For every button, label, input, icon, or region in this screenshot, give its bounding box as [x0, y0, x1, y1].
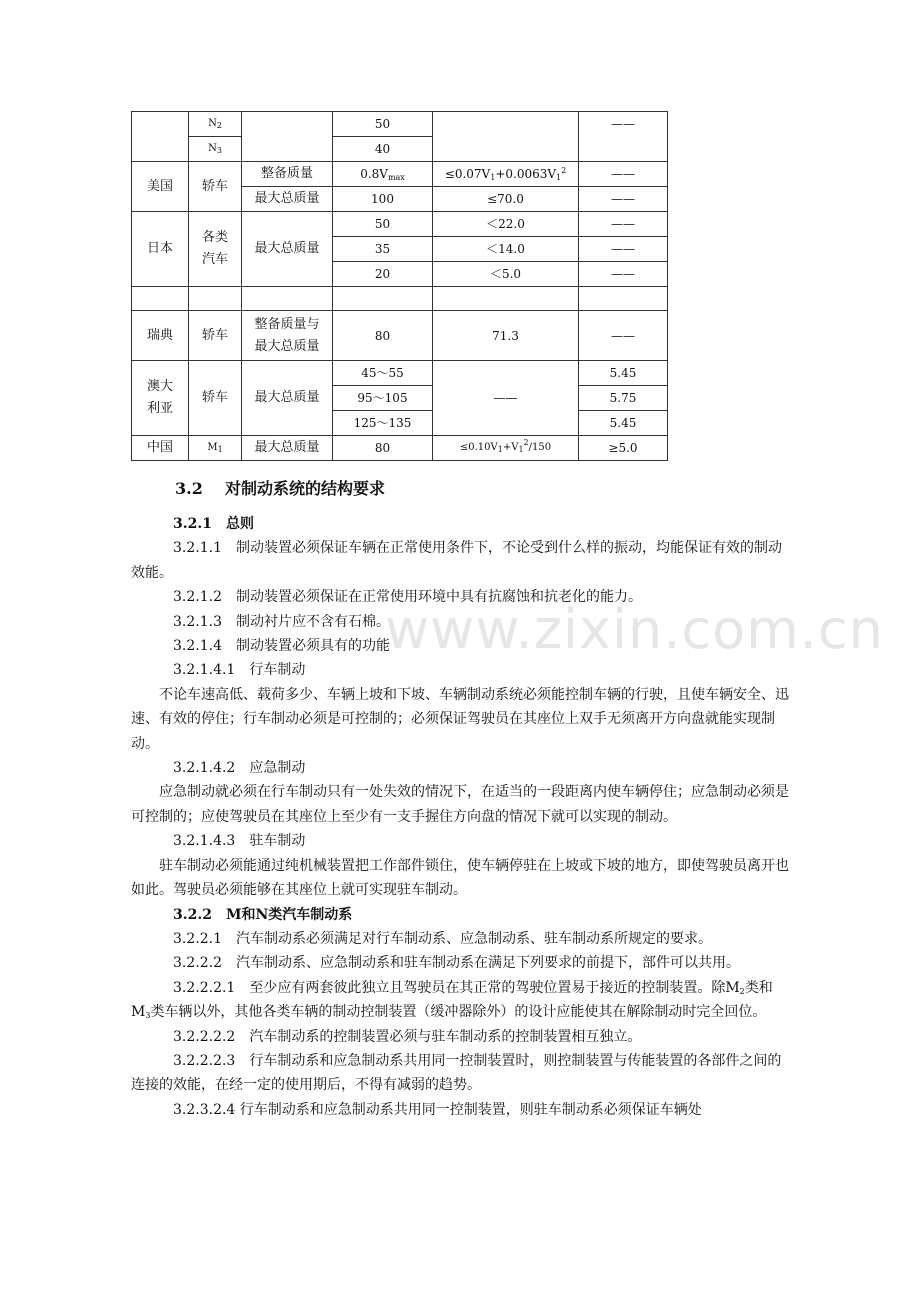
- watermark: www.zixin.com.cn: [385, 598, 884, 661]
- paragraph: 3.2.1.4.1 行车制动: [173, 662, 306, 679]
- table-cell: 100: [333, 187, 433, 212]
- braking-spec-table: [131, 111, 668, 461]
- table-cell: 5.45: [579, 361, 668, 386]
- paragraph: 不论车速高低、载荷多少、车辆上坡和下坡、车辆制动系统必须能控制车辆的行驶，且使车辆安全、迅速、有效的停住；行车制动必须是可控制的；必须保证驾驶员在其座位上双手无须离开方向盘就能实现制动。: [131, 686, 789, 752]
- table-cell: ≥5.0: [579, 436, 668, 461]
- table-cell: ——: [433, 361, 579, 436]
- table-cell: ——: [579, 311, 668, 361]
- table-cell: [242, 112, 333, 162]
- section-title: 对制动系统的结构要求: [225, 479, 386, 498]
- subheading: 3.2.2 M和N类汽车制动系: [173, 906, 353, 923]
- table-row: [132, 212, 668, 237]
- table-cell: $N_2$: [189, 112, 242, 137]
- table-cell: 轿车: [189, 311, 242, 361]
- table-cell: [132, 112, 189, 162]
- paragraph: 应急制动就必须在行车制动只有一处失效的情况下，在适当的一段距离内使车辆停住；应急制动必须是可控制的；应使驾驶员在其座位上至少有一支手握住方向盘的情况下就可以实现的制动。: [131, 784, 789, 825]
- table-cell: 日本: [132, 212, 189, 287]
- table-cell: 5.75: [579, 386, 668, 411]
- table-cell: 80: [333, 436, 433, 461]
- table-cell: ＜14.0: [433, 237, 579, 262]
- paragraph: 3.2.2.2.2 汽车制动系的控制装置必须与驻车制动系的控制装置相互独立。: [173, 1028, 642, 1045]
- table-cell: 50: [333, 112, 433, 137]
- table-cell: 轿车: [189, 361, 242, 436]
- table-cell: 各类 汽车: [189, 212, 242, 287]
- table-cell: [433, 112, 579, 162]
- paragraph: 3.2.2.2 汽车制动系、应急制动系和驻车制动系在满足下列要求的前提下，部件可以共用。: [173, 955, 740, 972]
- table-cell: 最大总质量: [242, 212, 333, 287]
- table-cell: 40: [333, 137, 433, 162]
- paragraph: 3.2.1.1 制动装置必须保证车辆在正常使用条件下，不论受到什么样的振动，均能保证有效的制动效能。: [131, 540, 782, 581]
- table-cell: 71.3: [433, 311, 579, 361]
- paragraph: 3.2.3.2.4 行车制动系和应急制动系共用同一控制装置，则驻车制动系必须保证车辆处: [173, 1101, 702, 1118]
- table-cell: [189, 287, 242, 311]
- table-row: [132, 361, 668, 386]
- table-cell: [242, 287, 333, 311]
- table-cell: 45～55: [333, 361, 433, 386]
- table-cell: 20: [333, 262, 433, 287]
- table-cell: ≤70.0: [433, 187, 579, 212]
- section-heading: [175, 476, 385, 499]
- table-cell: ——: [579, 162, 668, 187]
- body-text: [131, 512, 791, 1122]
- table-cell: [132, 287, 189, 311]
- paragraph: 3.2.1.2 制动装置必须保证在正常使用环境中具有抗腐蚀和抗老化的能力。: [173, 589, 642, 606]
- table-cell: 最大总质量: [242, 361, 333, 436]
- table-cell: 最大总质量: [242, 436, 333, 461]
- paragraph: 3.2.2.1 汽车制动系必须满足对行车制动系、应急制动系、驻车制动系所规定的要求。: [173, 930, 712, 947]
- table-cell: 轿车: [189, 162, 242, 212]
- table-cell: $\le 0.10V_1+V_1^2/150$: [433, 436, 579, 461]
- table-cell: [579, 287, 668, 311]
- table-cell: 50: [333, 212, 433, 237]
- paragraph: 3.2.1.3 制动衬片应不含有石棉。: [173, 613, 390, 630]
- table-row: [132, 162, 668, 187]
- paragraph: 3.2.2.2.1 至少应有两套彼此独立且驾驶员在其正常的驾驶位置易于接近的控制装置。除$M_2$类和$M_3$类车辆以外，其他各类车辆的制动控制装置（缓冲器除外）的设计应能使其在解除制动时完全回位。: [131, 979, 773, 1021]
- table-cell: 125～135: [333, 411, 433, 436]
- table-cell: $M_1$: [189, 436, 242, 461]
- table-cell: ＜5.0: [433, 262, 579, 287]
- table-cell: ——: [579, 262, 668, 287]
- table-cell: ——: [579, 212, 668, 237]
- table-cell: ——: [579, 237, 668, 262]
- table-cell: 中国: [132, 436, 189, 461]
- table-cell: 整备质量与 最大总质量: [242, 311, 333, 361]
- table-cell: 整备质量: [242, 162, 333, 187]
- table-row: [132, 311, 668, 361]
- table-cell: $0.8V_{max}$: [333, 162, 433, 187]
- table-cell: 瑞典: [132, 311, 189, 361]
- table-cell: 80: [333, 311, 433, 361]
- table-cell: 35: [333, 237, 433, 262]
- table-cell: 美国: [132, 162, 189, 212]
- table-cell: 最大总质量: [242, 187, 333, 212]
- table-row: [132, 436, 668, 461]
- table-row: [132, 287, 668, 311]
- paragraph: 3.2.1.4 制动装置必须具有的功能: [173, 638, 390, 655]
- table-cell: 5.45: [579, 411, 668, 436]
- paragraph: 3.2.1.4.2 应急制动: [173, 760, 306, 777]
- paragraph: 3.2.1.4.3 驻车制动: [173, 833, 306, 850]
- table-cell: ——: [579, 187, 668, 212]
- table-cell: $N_3$: [189, 137, 242, 162]
- section-number: 3.2: [175, 479, 203, 498]
- table-cell: [333, 287, 433, 311]
- table-row: [132, 112, 668, 137]
- table-cell: ＜22.0: [433, 212, 579, 237]
- table-cell: 澳大 利亚: [132, 361, 189, 436]
- table-cell: 95～105: [333, 386, 433, 411]
- paragraph: 3.2.2.2.3 行车制动系和应急制动系共用同一控制装置时，则控制装置与传能装置的各部件之间的连接的效能，在经一定的使用期后，不得有减弱的趋势。: [131, 1052, 782, 1094]
- paragraph: 驻车制动必须能通过纯机械装置把工作部件锁住，使车辆停驻在上坡或下坡的地方，即使驾驶员离开也如此。驾驶员必须能够在其座位上就可实现驻车制动。: [131, 857, 789, 899]
- table-cell: ——: [579, 112, 668, 162]
- subheading: 3.2.1 总则: [173, 516, 254, 532]
- table-cell: $\le 0.07V_1+0.0063V_1^2$: [433, 162, 579, 187]
- table-cell: [433, 287, 579, 311]
